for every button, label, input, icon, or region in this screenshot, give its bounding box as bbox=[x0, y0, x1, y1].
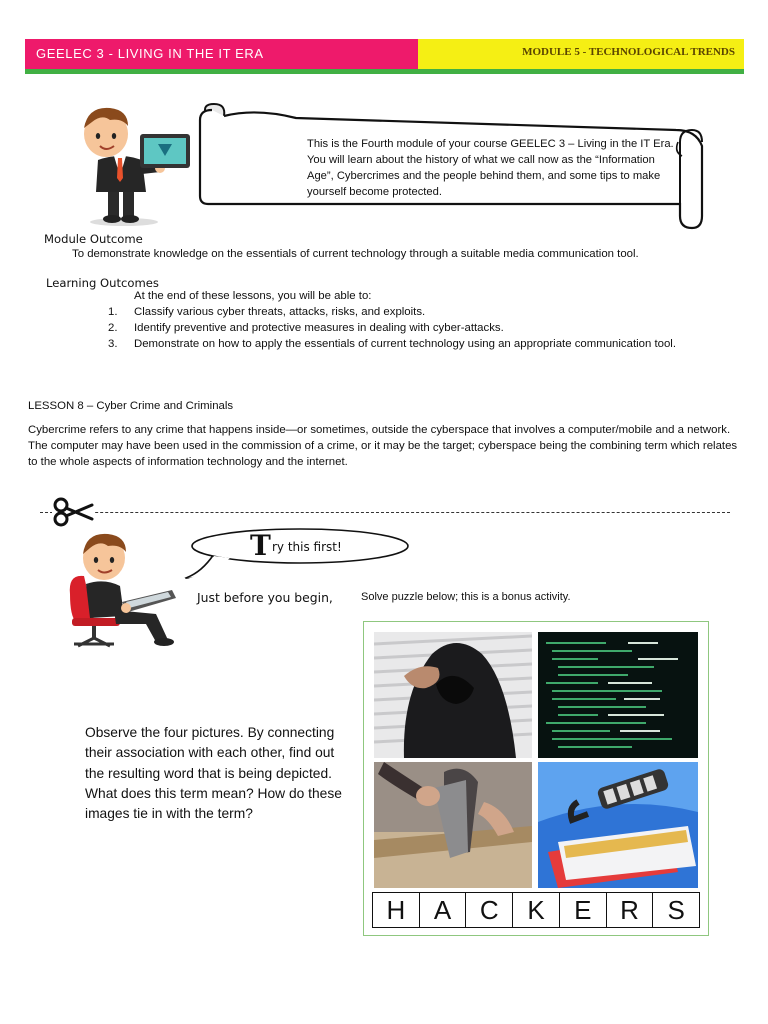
list-item-text: Demonstrate on how to apply the essentials of current technology using an appropriate communication tool. bbox=[134, 338, 677, 350]
before-begin-text: Just before you begin, bbox=[197, 590, 333, 605]
list-item-text: Identify preventive and protective measures in dealing with cyber-attacks. bbox=[134, 322, 504, 334]
list-item-number: 3. bbox=[108, 338, 118, 350]
answer-letter: K bbox=[512, 893, 559, 927]
hooded-hacker-image bbox=[374, 632, 532, 758]
speech-bubble bbox=[184, 526, 412, 582]
answer-letter: A bbox=[419, 893, 466, 927]
list-item bbox=[108, 336, 748, 352]
code-screen-image bbox=[538, 632, 698, 758]
scissors-icon bbox=[52, 497, 94, 527]
tablet-icon bbox=[140, 134, 190, 168]
learning-outcomes-list bbox=[108, 304, 748, 352]
list-item-text: Classify various cyber threats, attacks, risks, and exploits. bbox=[134, 306, 426, 318]
lesson-title: LESSON 8 – Cyber Crime and Criminals bbox=[28, 400, 234, 412]
answer-letter: H bbox=[386, 894, 406, 925]
answer-letter: C bbox=[465, 893, 512, 927]
list-item-number: 2. bbox=[108, 322, 118, 334]
course-title: GEELEC 3 - LIVING IN THE IT ERA bbox=[36, 46, 264, 61]
axe-chop-image bbox=[374, 762, 532, 888]
credit-card-lock-image bbox=[538, 762, 698, 888]
four-pics-puzzle bbox=[363, 621, 709, 936]
lesson-text: Cybercrime refers to any crime that happens inside—or sometimes, outside the cyberspace that involves a computer/mobile and a network. The computer may have been used in the commission of a crime, or it may be the target; cyberspace being the combining term which relates to the whole aspects of information technology and the internet. bbox=[28, 424, 738, 468]
seated-businessman-illustration bbox=[64, 528, 188, 650]
bubble-text: ry this first! bbox=[272, 540, 342, 554]
cut-line-divider bbox=[40, 512, 730, 513]
module-outcome-text: To demonstrate knowledge on the essentials of current technology through a suitable media communication tool. bbox=[72, 248, 639, 260]
module-intro-text: This is the Fourth module of your course GEELEC 3 – Living in the IT Era. You will learn about the history of what we call now as the “Information Age”, Cybercrimes and the people behind them, and some tips to make yourself become protected. bbox=[307, 138, 674, 198]
activity-instruction: Solve puzzle below; this is a bonus activity. bbox=[361, 591, 571, 603]
answer-letter: R bbox=[606, 893, 653, 927]
list-item bbox=[108, 304, 748, 320]
observe-instruction: Observe the four pictures. By connecting their association with each other, find out the resulting word that is being depicted. What does this term mean? How do these images tie in with the term? bbox=[85, 725, 342, 822]
learning-outcomes-intro: At the end of these lessons, you will be able to: bbox=[134, 290, 372, 302]
answer-letter-boxes bbox=[372, 892, 700, 928]
answer-letter: S bbox=[652, 893, 699, 927]
list-item bbox=[108, 320, 748, 336]
businessman-illustration bbox=[62, 100, 194, 226]
module-outcome-heading: Module Outcome bbox=[44, 232, 143, 246]
answer-letter: E bbox=[559, 893, 606, 927]
list-item-number: 1. bbox=[108, 306, 118, 318]
header-underline bbox=[25, 69, 744, 74]
module-title: MODULE 5 - TECHNOLOGICAL TRENDS bbox=[522, 46, 735, 58]
learning-outcomes-heading: Learning Outcomes bbox=[46, 276, 159, 290]
bubble-first-letter: T bbox=[250, 529, 271, 562]
